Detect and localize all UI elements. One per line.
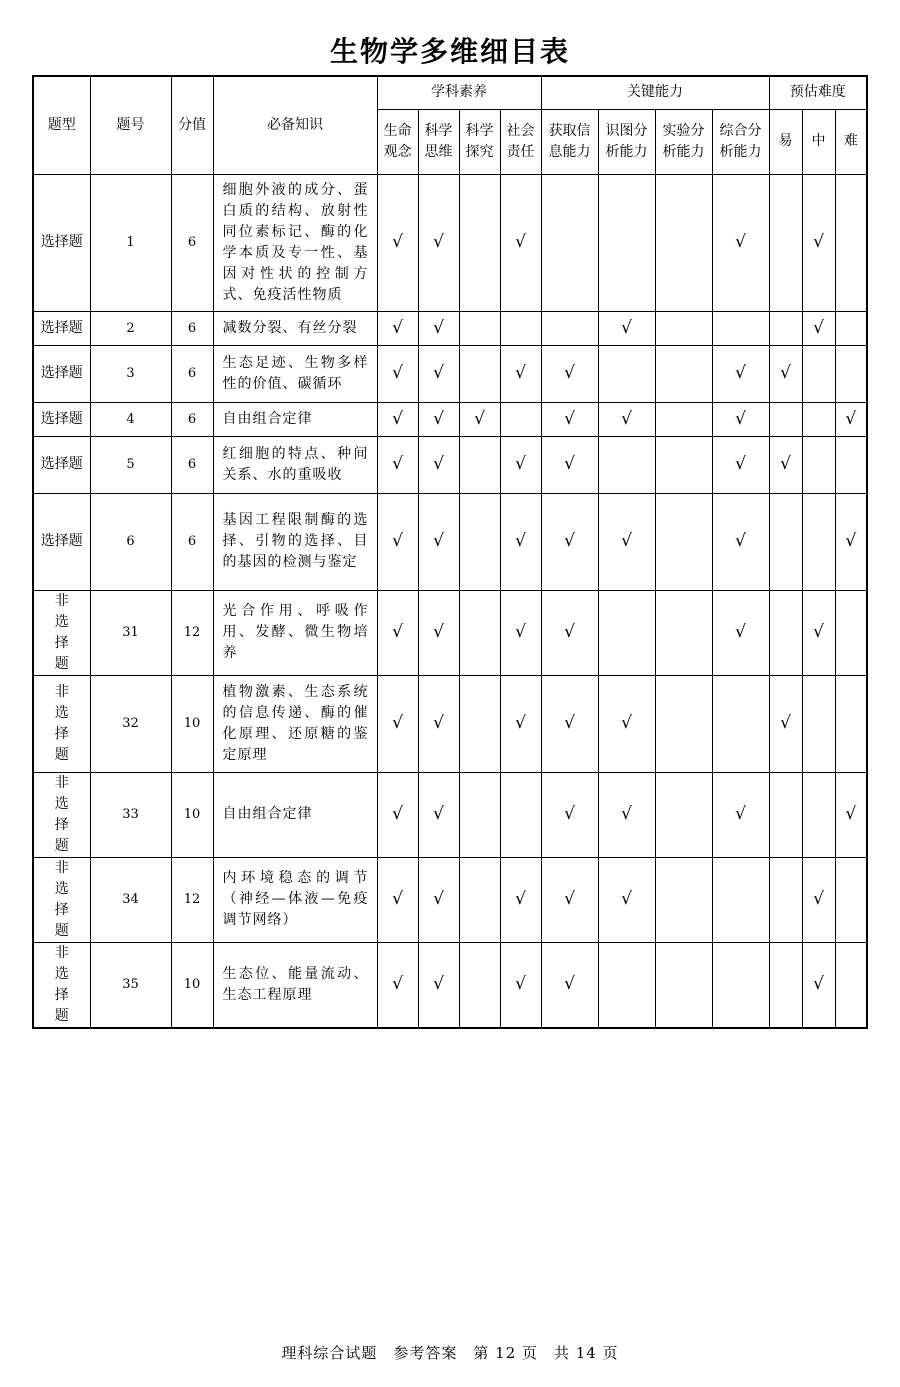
check-mark: √: [392, 454, 403, 474]
page-footer: 理科综合试题 参考答案 第 12 页 共 14 页: [281, 1344, 619, 1362]
check-cell: [769, 174, 802, 311]
check-cell: [418, 857, 459, 942]
table-row: [33, 174, 867, 311]
check-cell: [712, 311, 769, 345]
check-cell: [500, 857, 541, 942]
header-sub: 实验分析能力: [655, 109, 712, 174]
score-cell: 12: [171, 857, 213, 942]
score-cell: 12: [171, 590, 213, 675]
question-type-cell: 非选择题: [33, 942, 90, 1028]
check-mark: √: [735, 804, 746, 824]
table-body: [33, 174, 867, 1028]
check-cell: [377, 345, 418, 402]
check-mark: √: [433, 804, 444, 824]
check-cell: [377, 942, 418, 1028]
check-mark: √: [564, 804, 575, 824]
check-cell: [541, 772, 598, 857]
check-mark: √: [621, 317, 632, 338]
check-mark: √: [392, 531, 403, 551]
check-cell: [712, 857, 769, 942]
knowledge-cell: 红细胞的特点、种间关系、水的重吸收: [213, 436, 377, 493]
check-cell: [500, 772, 541, 857]
check-mark: √: [564, 408, 575, 429]
check-cell: [802, 402, 835, 436]
knowledge-cell: 基因工程限制酶的选择、引物的选择、目的基因的检测与鉴定: [213, 493, 377, 590]
header-sub: 社会责任: [500, 109, 541, 174]
question-type-cell: 选择题: [33, 436, 90, 493]
header-score: 分值: [171, 76, 213, 174]
check-mark: √: [621, 531, 632, 551]
question-number-cell: 5: [90, 436, 171, 493]
check-cell: [541, 436, 598, 493]
check-cell: [541, 174, 598, 311]
check-cell: [459, 942, 500, 1028]
question-type-cell: 非选择题: [33, 590, 90, 675]
check-cell: [712, 345, 769, 402]
check-cell: [418, 436, 459, 493]
check-cell: [598, 345, 655, 402]
check-mark: √: [735, 363, 746, 383]
check-cell: [835, 174, 867, 311]
check-mark: √: [515, 232, 526, 252]
knowledge-cell: 内环境稳态的调节（神经—体液—免疫调节网络）: [213, 857, 377, 942]
score-cell: 6: [171, 436, 213, 493]
check-mark: √: [735, 454, 746, 474]
score-cell: 6: [171, 345, 213, 402]
check-mark: √: [845, 804, 857, 824]
score-cell: 6: [171, 311, 213, 345]
check-cell: [598, 590, 655, 675]
table-row: [33, 942, 867, 1028]
question-number-cell: 33: [90, 772, 171, 857]
table-row: [33, 675, 867, 772]
check-mark: √: [515, 454, 526, 474]
check-cell: [802, 174, 835, 311]
check-cell: [541, 311, 598, 345]
score-cell: 6: [171, 174, 213, 311]
check-cell: [712, 174, 769, 311]
check-mark: √: [433, 531, 444, 551]
header-knowledge: 必备知识: [213, 76, 377, 174]
question-number-cell: 31: [90, 590, 171, 675]
check-cell: [418, 345, 459, 402]
check-mark: √: [515, 713, 526, 733]
question-type-cell: 选择题: [33, 174, 90, 311]
check-mark: √: [392, 889, 403, 909]
check-cell: [769, 493, 802, 590]
check-cell: [655, 311, 712, 345]
knowledge-cell: 自由组合定律: [213, 772, 377, 857]
check-mark: √: [392, 317, 403, 338]
table-row: [33, 590, 867, 675]
table-row: [33, 436, 867, 493]
question-number-cell: 32: [90, 675, 171, 772]
check-cell: [655, 402, 712, 436]
check-cell: [712, 675, 769, 772]
check-mark: √: [621, 804, 632, 824]
score-cell: 10: [171, 942, 213, 1028]
check-cell: [802, 436, 835, 493]
question-number-cell: 2: [90, 311, 171, 345]
check-cell: [541, 857, 598, 942]
check-mark: √: [621, 713, 632, 733]
check-mark: √: [392, 232, 403, 252]
knowledge-cell: 植物激素、生态系统的信息传递、酶的催化原理、还原糖的鉴定原理: [213, 675, 377, 772]
check-cell: [802, 857, 835, 942]
check-mark: √: [433, 889, 444, 909]
check-cell: [598, 493, 655, 590]
check-cell: [377, 772, 418, 857]
table-row: [33, 857, 867, 942]
check-cell: [712, 942, 769, 1028]
knowledge-cell: 生态位、能量流动、生态工程原理: [213, 942, 377, 1028]
question-number-cell: 4: [90, 402, 171, 436]
check-mark: √: [813, 889, 824, 909]
check-cell: [802, 675, 835, 772]
check-mark: √: [392, 713, 403, 733]
check-mark: √: [845, 408, 857, 429]
header-sub: 难: [835, 109, 867, 174]
check-cell: [500, 402, 541, 436]
check-cell: [377, 857, 418, 942]
check-cell: [655, 590, 712, 675]
check-cell: [500, 493, 541, 590]
check-cell: [377, 311, 418, 345]
knowledge-cell: 细胞外液的成分、蛋白质的结构、放射性同位素标记、酶的化学本质及专一性、基因对性状的控制方式、免疫活性物质: [213, 174, 377, 311]
score-cell: 6: [171, 402, 213, 436]
check-cell: [541, 942, 598, 1028]
check-mark: √: [474, 408, 485, 429]
header-sub: 生命观念: [377, 109, 418, 174]
check-cell: [835, 857, 867, 942]
check-mark: √: [433, 232, 444, 252]
check-cell: [769, 402, 802, 436]
check-mark: √: [433, 408, 444, 429]
check-cell: [598, 857, 655, 942]
check-cell: [418, 675, 459, 772]
check-cell: [655, 436, 712, 493]
question-type-cell: 非选择题: [33, 772, 90, 857]
check-cell: [712, 493, 769, 590]
check-mark: √: [433, 317, 444, 338]
check-mark: √: [564, 622, 575, 642]
table-row: [33, 493, 867, 590]
header-sub: 获取信息能力: [541, 109, 598, 174]
check-cell: [802, 590, 835, 675]
check-mark: √: [735, 232, 746, 252]
check-cell: [459, 493, 500, 590]
check-cell: [377, 436, 418, 493]
check-cell: [598, 436, 655, 493]
check-mark: √: [780, 713, 791, 733]
score-cell: 10: [171, 772, 213, 857]
check-cell: [655, 345, 712, 402]
check-cell: [377, 590, 418, 675]
check-cell: [541, 493, 598, 590]
check-cell: [377, 402, 418, 436]
check-cell: [802, 345, 835, 402]
check-cell: [769, 311, 802, 345]
header-sub: 综合分析能力: [712, 109, 769, 174]
header-group-difficulty: 预估难度: [769, 76, 867, 109]
question-number-cell: 35: [90, 942, 171, 1028]
check-cell: [598, 675, 655, 772]
check-mark: √: [735, 531, 746, 551]
check-cell: [459, 311, 500, 345]
check-cell: [418, 493, 459, 590]
question-type-cell: 选择题: [33, 493, 90, 590]
check-cell: [377, 493, 418, 590]
check-cell: [500, 174, 541, 311]
check-mark: √: [515, 531, 526, 551]
check-mark: √: [392, 804, 403, 824]
table-row: [33, 402, 867, 436]
check-cell: [802, 772, 835, 857]
check-mark: √: [515, 889, 526, 909]
check-cell: [459, 675, 500, 772]
check-cell: [835, 345, 867, 402]
check-cell: [500, 590, 541, 675]
check-cell: [598, 772, 655, 857]
check-cell: [769, 675, 802, 772]
check-mark: √: [564, 713, 575, 733]
header-sub: 易: [769, 109, 802, 174]
question-number-cell: 3: [90, 345, 171, 402]
check-mark: √: [813, 317, 824, 338]
check-cell: [802, 942, 835, 1028]
check-mark: √: [845, 531, 857, 551]
check-cell: [418, 772, 459, 857]
header-sub: 中: [802, 109, 835, 174]
check-cell: [459, 402, 500, 436]
check-cell: [835, 772, 867, 857]
check-cell: [459, 857, 500, 942]
check-cell: [835, 942, 867, 1028]
table-row: [33, 345, 867, 402]
check-cell: [712, 590, 769, 675]
knowledge-cell: 减数分裂、有丝分裂: [213, 311, 377, 345]
check-cell: [500, 311, 541, 345]
check-mark: √: [564, 363, 575, 383]
check-cell: [541, 402, 598, 436]
check-cell: [802, 493, 835, 590]
check-cell: [541, 345, 598, 402]
check-cell: [835, 436, 867, 493]
check-cell: [377, 675, 418, 772]
check-cell: [835, 493, 867, 590]
check-cell: [377, 174, 418, 311]
check-mark: √: [433, 363, 444, 383]
check-mark: √: [780, 363, 791, 383]
check-cell: [418, 311, 459, 345]
check-mark: √: [392, 363, 403, 383]
page-title: 生物学多维细目表: [329, 35, 570, 68]
check-cell: [418, 174, 459, 311]
check-mark: √: [515, 363, 526, 383]
check-mark: √: [433, 454, 444, 474]
knowledge-cell: 生态足迹、生物多样性的价值、碳循环: [213, 345, 377, 402]
check-mark: √: [621, 408, 632, 429]
check-cell: [598, 942, 655, 1028]
check-cell: [418, 590, 459, 675]
check-cell: [835, 590, 867, 675]
header-sub: 识图分析能力: [598, 109, 655, 174]
check-cell: [769, 345, 802, 402]
question-type-cell: 非选择题: [33, 675, 90, 772]
check-mark: √: [564, 889, 575, 909]
check-cell: [769, 590, 802, 675]
header-sub: 科学探究: [459, 109, 500, 174]
check-mark: √: [515, 974, 526, 994]
check-mark: √: [621, 889, 632, 909]
check-mark: √: [813, 622, 824, 642]
check-cell: [655, 675, 712, 772]
check-mark: √: [392, 622, 403, 642]
specification-table: [32, 75, 868, 1029]
check-mark: √: [433, 622, 444, 642]
check-cell: [459, 590, 500, 675]
score-cell: 10: [171, 675, 213, 772]
check-cell: [655, 772, 712, 857]
check-mark: √: [433, 713, 444, 733]
check-mark: √: [564, 454, 575, 474]
header-sub: 科学思维: [418, 109, 459, 174]
check-cell: [769, 857, 802, 942]
check-mark: √: [735, 622, 746, 642]
check-cell: [500, 345, 541, 402]
knowledge-cell: 光合作用、呼吸作用、发酵、微生物培养: [213, 590, 377, 675]
check-mark: √: [564, 974, 575, 994]
check-cell: [500, 942, 541, 1028]
check-cell: [769, 942, 802, 1028]
check-mark: √: [564, 531, 575, 551]
check-cell: [598, 311, 655, 345]
check-cell: [655, 857, 712, 942]
question-type-cell: 选择题: [33, 311, 90, 345]
check-cell: [712, 402, 769, 436]
check-cell: [541, 675, 598, 772]
check-cell: [500, 675, 541, 772]
check-cell: [459, 174, 500, 311]
table-row: [33, 311, 867, 345]
check-cell: [418, 402, 459, 436]
check-cell: [835, 402, 867, 436]
check-mark: √: [392, 974, 403, 994]
check-mark: √: [813, 232, 824, 252]
table-row: [33, 772, 867, 857]
check-mark: √: [392, 408, 403, 429]
check-cell: [655, 174, 712, 311]
header-type: 题型: [33, 76, 90, 174]
check-cell: [769, 436, 802, 493]
check-cell: [835, 311, 867, 345]
check-cell: [802, 311, 835, 345]
score-cell: 6: [171, 493, 213, 590]
check-cell: [655, 942, 712, 1028]
check-cell: [598, 402, 655, 436]
check-cell: [835, 675, 867, 772]
check-cell: [500, 436, 541, 493]
header-number: 题号: [90, 76, 171, 174]
question-type-cell: 非选择题: [33, 857, 90, 942]
check-mark: √: [433, 974, 444, 994]
check-cell: [712, 772, 769, 857]
check-mark: √: [780, 454, 791, 474]
check-cell: [459, 772, 500, 857]
check-cell: [418, 942, 459, 1028]
check-cell: [655, 493, 712, 590]
check-mark: √: [735, 408, 746, 429]
knowledge-cell: 自由组合定律: [213, 402, 377, 436]
check-cell: [769, 772, 802, 857]
question-number-cell: 34: [90, 857, 171, 942]
check-mark: √: [813, 974, 824, 994]
check-mark: √: [515, 622, 526, 642]
question-type-cell: 选择题: [33, 345, 90, 402]
check-cell: [712, 436, 769, 493]
question-type-cell: 选择题: [33, 402, 90, 436]
question-number-cell: 6: [90, 493, 171, 590]
check-cell: [598, 174, 655, 311]
check-cell: [459, 436, 500, 493]
question-number-cell: 1: [90, 174, 171, 311]
check-cell: [459, 345, 500, 402]
header-group-literacy: 学科素养: [377, 76, 541, 109]
check-cell: [541, 590, 598, 675]
header-group-ability: 关键能力: [541, 76, 769, 109]
